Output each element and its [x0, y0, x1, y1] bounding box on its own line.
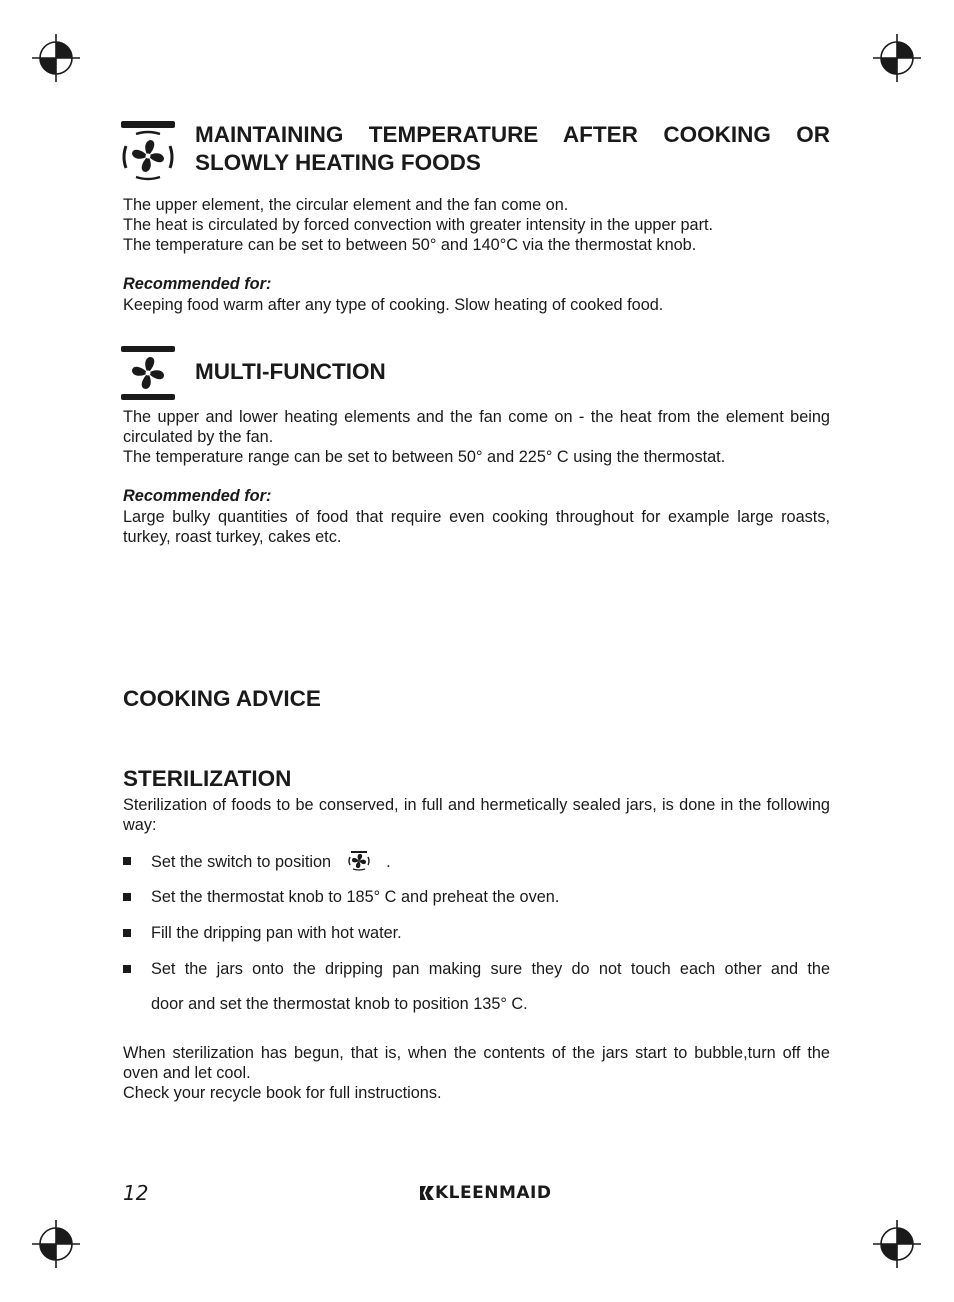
registration-mark-icon: [32, 34, 80, 82]
section-title-maintaining: MAINTAINING TEMPERATURE AFTER COOKING OR: [195, 122, 830, 147]
recommended-label: Recommended for:: [123, 487, 272, 505]
page-number: 12: [123, 1181, 149, 1205]
bullet-square-icon: [123, 857, 131, 865]
bullet-text: Set the jars onto the dripping pan making sure they do not touch each other and the: [151, 960, 830, 978]
sterilization-intro: Sterilization of foods to be conserved, in full and hermetically sealed jars, is done in the following way:: [123, 796, 830, 834]
list-item: [123, 959, 830, 1015]
multifunction-temperature: The temperature range can be set to between 50° and 225° C using the thermostat.: [123, 448, 726, 466]
sterilization-closing: When sterilization has begun, that is, when the contents of the jars start to bubble,turn off the oven and let cool.: [123, 1044, 830, 1082]
list-item: [123, 887, 830, 907]
multifunction-description: The upper and lower heating elements and the fan come on - the heat from the element being circulated by the fan.: [123, 408, 830, 446]
registration-mark-icon: [873, 34, 921, 82]
maintaining-line-3: The temperature can be set to between 50° and 140°C via the thermostat knob.: [123, 236, 697, 254]
bullet-text: Set the switch to position: [151, 853, 332, 871]
list-item: [123, 851, 830, 871]
registration-mark-icon: [873, 1220, 921, 1268]
list-item: [123, 923, 830, 943]
recommended-text: Keeping food warm after any type of cooking. Slow heating of cooked food.: [123, 296, 664, 314]
fan-with-upper-element-icon: [121, 121, 175, 181]
recommended-text: Large bulky quantities of food that require even cooking throughout for example large roasts, turkey, roast turkey, cakes etc.: [123, 508, 830, 546]
bullet-text-line2: door and set the thermostat knob to position 135° C.: [151, 995, 528, 1013]
section-title-maintaining-line2: SLOWLY HEATING FOODS: [195, 150, 481, 175]
maintaining-line-1: The upper element, the circular element and the fan come on.: [123, 196, 569, 214]
bullet-square-icon: [123, 929, 131, 937]
brand-name: KLEENMAID: [435, 1183, 552, 1203]
bullet-text: Fill the dripping pan with hot water.: [151, 924, 402, 942]
section-title-multi-function: MULTI-FUNCTION: [195, 359, 386, 384]
bullet-square-icon: [123, 893, 131, 901]
fan-with-elements-icon: [348, 851, 370, 871]
maintaining-line-2: The heat is circulated by forced convection with greater intensity in the upper part.: [123, 216, 714, 234]
sterilization-note: Check your recycle book for full instructions.: [123, 1084, 442, 1102]
bullet-text: Set the thermostat knob to 185° C and preheat the oven.: [151, 888, 560, 906]
bullet-square-icon: [123, 965, 131, 973]
registration-mark-icon: [32, 1220, 80, 1268]
bullet-text-suffix: .: [386, 853, 391, 871]
brand-logo: [420, 1183, 551, 1203]
maintaining-description: [123, 195, 830, 255]
fan-icon: [121, 346, 175, 400]
section-title-cooking-advice: COOKING ADVICE: [123, 686, 321, 711]
recommended-label: Recommended for:: [123, 275, 272, 293]
section-title-sterilization: STERILIZATION: [123, 766, 292, 791]
brand-mark-icon: [420, 1186, 434, 1200]
